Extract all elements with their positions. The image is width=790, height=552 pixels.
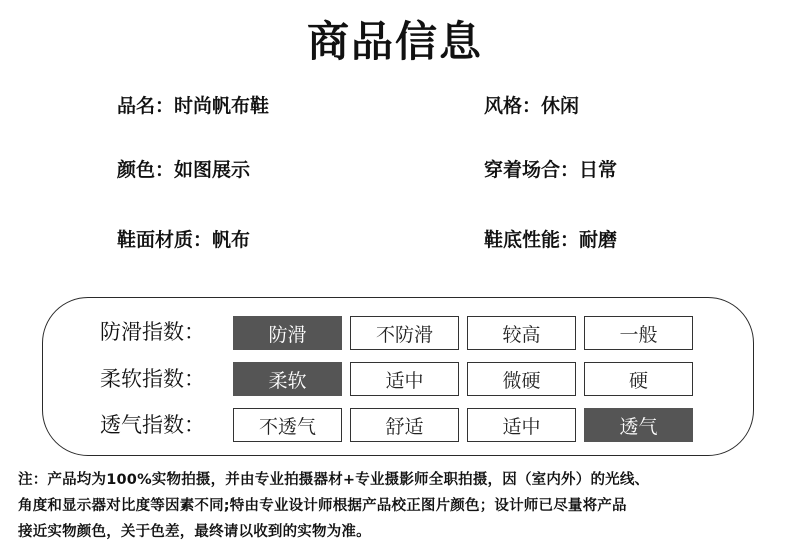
- disclaimer-note: [18, 467, 784, 545]
- softness-index-label: 柔软指数：: [100, 367, 205, 391]
- attr-upper-material: 鞋面材质：帆布: [117, 229, 251, 251]
- attr-sole-performance: 鞋底性能：耐磨: [484, 229, 618, 251]
- note-line: 注：产品均为100%实物拍摄，并由专业拍摄器材+专业摄影师全职拍摄，因（室内外）的光线、: [18, 472, 650, 488]
- note-line: 角度和显示器对比度等因素不同;特由专业设计师根据产品校正图片颜色；设计师已尽量将产品: [18, 498, 627, 514]
- attr-color: 颜色：如图展示: [117, 159, 251, 181]
- softness-option[interactable]: 微硬: [467, 362, 576, 396]
- softness-option[interactable]: 硬: [584, 362, 693, 396]
- softness-option[interactable]: 柔软: [233, 362, 342, 396]
- attr-style: 风格：休闲: [484, 95, 580, 117]
- breathability-option[interactable]: 不透气: [233, 408, 342, 442]
- antislip-option[interactable]: 较高: [467, 316, 576, 350]
- breathability-index-label: 透气指数：: [100, 413, 205, 437]
- antislip-option[interactable]: 防滑: [233, 316, 342, 350]
- antislip-option[interactable]: 一般: [584, 316, 693, 350]
- breathability-option[interactable]: 透气: [584, 408, 693, 442]
- antislip-index-label: 防滑指数：: [100, 320, 205, 344]
- breathability-option[interactable]: 适中: [467, 408, 576, 442]
- page-title: 商品信息: [306, 17, 483, 66]
- attr-product-name: 品名：时尚帆布鞋: [117, 95, 270, 117]
- breathability-option[interactable]: 舒适: [350, 408, 459, 442]
- antislip-option[interactable]: 不防滑: [350, 316, 459, 350]
- note-line: 接近实物颜色，关于色差，最终请以收到的实物为准。: [18, 524, 371, 540]
- softness-option[interactable]: 适中: [350, 362, 459, 396]
- attr-occasion: 穿着场合：日常: [484, 159, 618, 181]
